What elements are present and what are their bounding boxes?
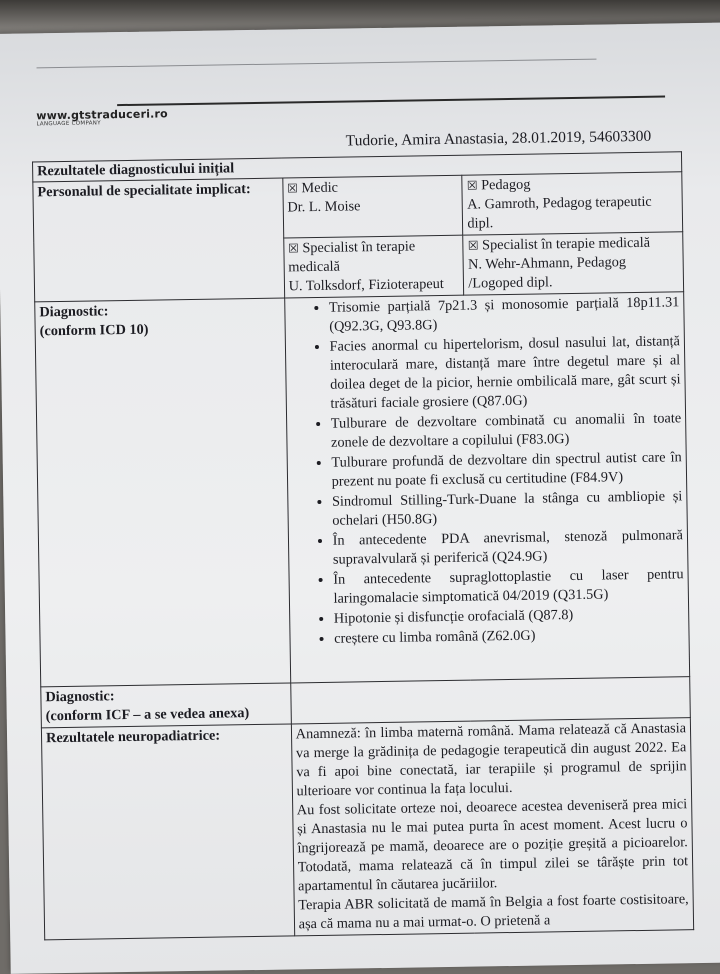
patient-line: Tudorie, Amira Anastasia, 28.01.2019, 54603300: [345, 127, 652, 150]
staff-label: Personalul de specialitate implicat:: [33, 178, 284, 302]
icd-label-standard: (conform ICD 10): [39, 321, 149, 340]
staff-pedagog: [462, 172, 683, 235]
staff-role: Pedagog: [481, 176, 531, 194]
checkbox-checked-icon: ☒: [466, 178, 478, 193]
checkbox-checked-icon: ☒: [467, 238, 479, 253]
neuro-paragraph: Anamneză: în limba maternă română. Mama relatează că Anastasia va merge la grădinița de pedagogie terapeutică din august 2022. Ea va fi apoi bine conectată, iar terapiile și programul de sprijin ulterioare vor continua la fața locului.: [295, 720, 687, 800]
logo-subtitle: LANGUAGE COMPANY: [36, 120, 101, 128]
icf-label-title: Diagnostic:: [45, 688, 115, 706]
icf-label-standard: (conform ICF – a se vedea anexa): [45, 705, 250, 725]
staff-role: Specialist în terapie medicală: [288, 238, 416, 276]
staff-role: Medic: [301, 179, 339, 197]
diagnosis-item: • În antecedente PDA anevrismal, stenoză pulmonară supravalvulară și periferică (Q24.9G): [333, 526, 684, 569]
diagnosis-item: • Hipotonie și disfuncție orofacială (Q87.8): [334, 604, 685, 629]
previous-page-rule: [37, 59, 597, 69]
neuro-label: Rezultatele neuropadiatrice:: [41, 724, 294, 940]
document-page: [0, 23, 720, 974]
diagnosis-list: [289, 293, 685, 649]
staff-name: N. Wehr-Ahmann, Pedagog /Logoped dipl.: [467, 254, 627, 292]
staff-therapist-1: [283, 235, 464, 298]
staff-name: Dr. L. Moise: [287, 198, 361, 216]
logo-url: www.gtstraduceri.ro: [36, 107, 168, 123]
checkbox-checked-icon: ☒: [287, 241, 299, 256]
diagnosis-item: • Trisomie parțială 7p21.3 și monosomie parțială 18p11.31 (Q92.3G, Q93.8G): [329, 293, 680, 336]
section-title: Rezultatele diagnosticului inițial: [33, 152, 682, 182]
checkbox-checked-icon: ☒: [286, 181, 298, 196]
staff-role: Specialist în terapie medicală: [481, 234, 651, 254]
diagnosis-item: • Tulburare de dezvoltare combinată cu anomalii în toate zonele de dezvoltare a copilului (F83.0G): [331, 409, 682, 452]
diagnosis-item: • Facies anormal cu hipertelorism, dosul nasului lat, distanță interoculară mare, distanță mare între degetul mare și al doilea deget de la picior, hernie ombilicală mare, gât scurt și trăsături faciale grosiere (Q87.0G): [329, 332, 681, 413]
neuro-paragraph: Au fost solicitate orteze noi, deoarece acestea deveniseră prea mici și Anastasia nu le mai putea purta în acest moment. Acest lucru o îngrijorează pe mamă, deoarece are o poziție greșită a picioarelor. Totodată, mama relatează că în timpul zilei se târăște prin tot apartamentul în căutarea jucăriilor.: [296, 796, 689, 895]
diagnosis-item: • creștere cu limba română (Z62.0G): [334, 624, 685, 649]
staff-name: A. Gamroth, Pedagog terapeutic dipl.: [467, 193, 652, 232]
company-logo: [36, 107, 168, 127]
neuro-results: [291, 718, 694, 936]
icd-diagnoses: [284, 292, 689, 683]
staff-name: U. Tolksdorf, Fizioterapeut: [288, 275, 444, 295]
staff-therapist-2: [463, 232, 684, 295]
header-rule: [117, 95, 665, 106]
neuro-paragraph: Terapia ABR solicitată de mamă în Belgia a fost foarte costisitoare, așa că mama nu a mai urmat-o. O prietenă a: [298, 891, 689, 933]
diagnostic-table: [32, 151, 694, 940]
diagnosis-item: • Sindromul Stilling-Turk-Duane la stânga cu ambliopie și ochelari (H50.8G): [332, 487, 683, 530]
icd-label: [35, 298, 291, 687]
icf-label: [41, 683, 291, 728]
staff-medic: [282, 175, 463, 238]
icf-value: [290, 677, 690, 724]
icd-label-title: Diagnostic:: [39, 303, 109, 321]
diagnosis-item: • În antecedente supraglottoplastie cu laser pentru laringomalacie simptomatică 04/2019 (Q31.5G): [333, 565, 684, 608]
diagnosis-item: • Tulburare profundă de dezvoltare din spectrul autist care în prezent nu poate fi exclusă cu certitudine (F84.9V): [331, 448, 682, 491]
